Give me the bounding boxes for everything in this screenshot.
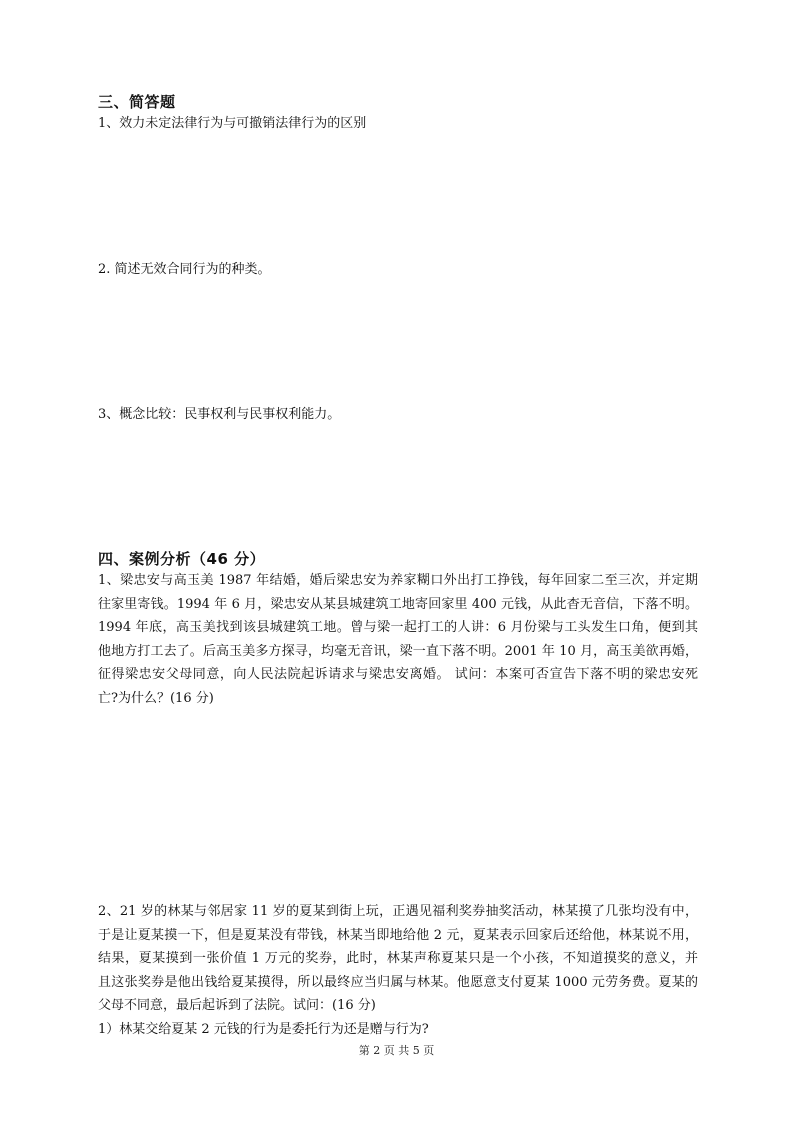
section-3-title: 三、简答题 [98, 93, 176, 111]
question-3: 3、概念比较：民事权利与民事权利能力。 [98, 407, 341, 422]
case-2-line: 结果，夏某摸到一张价值 1 万元的奖券，此时，林某声称夏某只是一个小孩，不知道摸奖的意义，并 [98, 951, 698, 966]
page-footer: 第 2 页 共 5 页 [358, 1044, 435, 1057]
case-1-line: 他地方打工去了。后高玉美多方探寻，均毫无音讯，梁一直下落不明。2001 年 10 月，高玉美欲再婚， [98, 643, 698, 659]
case-1-line: 1994 年底，高玉美找到该县城建筑工地。曾与梁一起打工的人讲：6 月份梁与工头发生口角，便到其 [98, 620, 698, 635]
case-1-line: 1、梁忠安与高玉美 1987 年结婚，婚后梁忠安为养家糊口外出打工挣钱，每年回家二至三次，并定期 [98, 573, 698, 588]
section-4-title: 四、案例分析（46 分） [98, 550, 266, 568]
case-1-paragraph [98, 569, 698, 710]
case-2-line: 且这张奖券是他出钱给夏某摸得，所以最终应当归属与林某。他愿意支付夏某 1000 元劳务费。夏某的 [98, 974, 698, 990]
case-1-line: 亡?为什么？(16 分) [98, 690, 214, 706]
case-2-line: 父母不同意，最后起诉到了法院。试问：(16 分) [98, 998, 376, 1013]
case-1-line: 往家里寄钱。1994 年 6 月，梁忠安从某县城建筑工地寄回家里 400 元钱，从此杳无音信，下落不明。 [98, 596, 698, 612]
case-2-subquestion-1: 1）林某交给夏某 2 元钱的行为是委托行为还是赠与行为? [98, 1021, 429, 1037]
case-2-line: 于是让夏某摸一下，但是夏某没有带钱，林某当即地给他 2 元，夏某表示回家后还给他，林某说不用， [98, 927, 698, 943]
question-1: 1、效力未定法律行为与可撤销法律行为的区别 [98, 116, 367, 131]
question-2: 2. 简述无效合同行为的种类。 [98, 262, 271, 277]
case-2-paragraph [98, 900, 698, 1041]
case-1-line: 征得梁忠安父母同意，向人民法院起诉请求与梁忠安离婚。 试问：本案可否宣告下落不明的梁忠安死 [98, 667, 698, 682]
case-2-line: 2、21 岁的林某与邻居家 11 岁的夏某到街上玩，正遇见福利奖券抽奖活动，林某摸了几张均没有中， [98, 904, 698, 919]
